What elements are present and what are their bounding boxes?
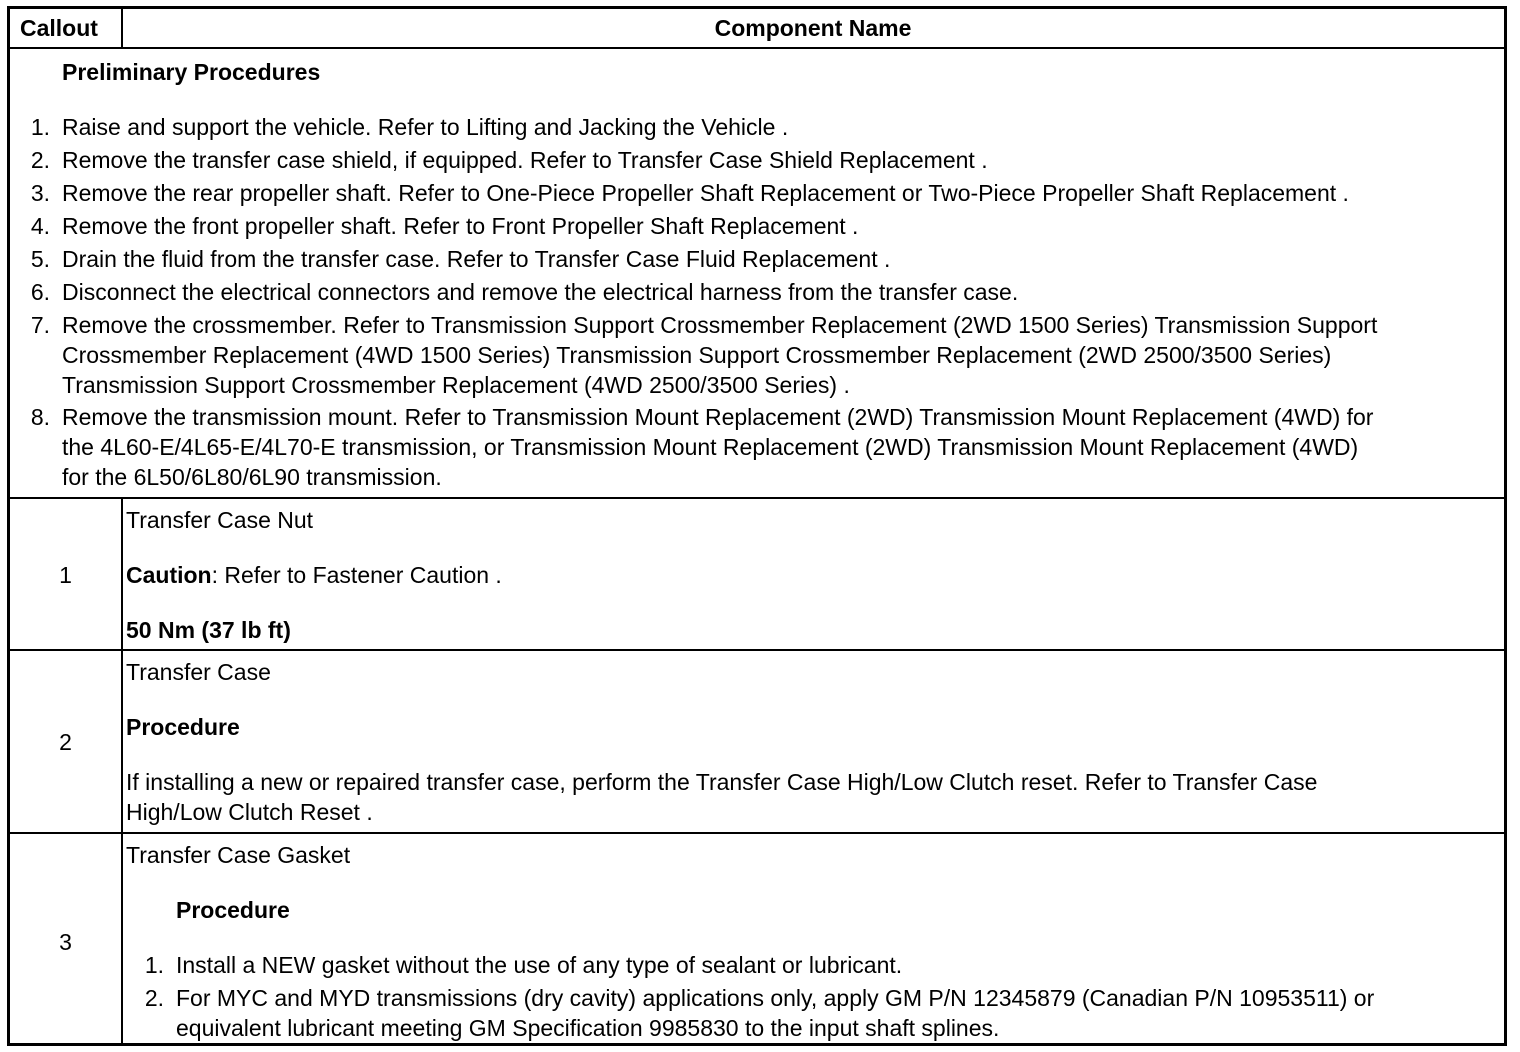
- step-text: for the 6L50/6L80/6L90 transmission.: [62, 464, 442, 490]
- step-number: 1.: [144, 952, 164, 978]
- step-number: 1.: [30, 114, 50, 140]
- step-number: 4.: [30, 213, 50, 239]
- table-row: [10, 651, 1504, 834]
- step-text: Crossmember Replacement (4WD 1500 Series) Transmission Support Crossmember Replacement (2WD 2500/3500 Series): [62, 342, 1332, 368]
- step-text: Drain the fluid from the transfer case. Refer to Transfer Case Fluid Replacement .: [62, 246, 891, 272]
- caution-note: [126, 560, 502, 590]
- procedure-text: If installing a new or repaired transfer case, perform the Transfer Case High/Low Clutch reset. Refer to Transfer Case: [126, 769, 1318, 795]
- step-text: Disconnect the electrical connectors and remove the electrical harness from the transfer case.: [62, 279, 1019, 305]
- step-text: Remove the transmission mount. Refer to Transmission Mount Replacement (2WD) Transmission Mount Replacement (4WD) for: [62, 404, 1374, 430]
- step-text: Remove the front propeller shaft. Refer to Front Propeller Shaft Replacement .: [62, 213, 859, 239]
- step-text: Remove the crossmember. Refer to Transmission Support Crossmember Replacement (2WD 1500 Series) Transmission Support: [62, 312, 1378, 338]
- callout-number: 3: [59, 929, 72, 955]
- procedure-label: Procedure: [126, 714, 240, 740]
- preliminary-procedures-row: [10, 49, 1504, 499]
- component-name: Transfer Case Nut: [126, 507, 314, 533]
- component-name: Transfer Case: [126, 659, 271, 685]
- step-text: the 4L60-E/4L65-E/4L70-E transmission, or Transmission Mount Replacement (2WD) Transmission Mount Replacement (4WD): [62, 434, 1359, 460]
- table-row: [10, 834, 1504, 1043]
- table-row: [10, 499, 1504, 651]
- torque-spec: 50 Nm (37 lb ft): [126, 617, 291, 643]
- callout-number: 2: [59, 729, 72, 755]
- procedure-table: [7, 6, 1507, 1046]
- procedure-text: High/Low Clutch Reset .: [126, 799, 373, 825]
- procedure-label: Procedure: [176, 897, 290, 923]
- step-number: 8.: [30, 404, 50, 430]
- component-name: Transfer Case Gasket: [126, 842, 351, 868]
- step-number: 2.: [30, 147, 50, 173]
- step-number: 7.: [30, 312, 50, 338]
- step-number: 3.: [30, 180, 50, 206]
- caution-label: Caution: [126, 562, 212, 588]
- callout-column-header: Callout: [20, 15, 98, 41]
- step-text: Transmission Support Crossmember Replacement (4WD 2500/3500 Series) .: [62, 372, 850, 398]
- step-text: Raise and support the vehicle. Refer to Lifting and Jacking the Vehicle .: [62, 114, 789, 140]
- step-number: 6.: [30, 279, 50, 305]
- callout-number: 1: [59, 562, 72, 588]
- step-number: 2.: [144, 985, 164, 1011]
- step-text: Install a NEW gasket without the use of any type of sealant or lubricant.: [176, 952, 903, 978]
- table-header-row: [10, 9, 1504, 49]
- step-number: 5.: [30, 246, 50, 272]
- step-text: For MYC and MYD transmissions (dry cavity) applications only, apply GM P/N 12345879 (Canadian P/N 10953511) or: [176, 985, 1375, 1011]
- step-text: Remove the rear propeller shaft. Refer to One-Piece Propeller Shaft Replacement or Two-Piece Propeller Shaft Replacement .: [62, 180, 1349, 206]
- preliminary-procedures-title: Preliminary Procedures: [62, 59, 321, 85]
- step-text: equivalent lubricant meeting GM Specification 9985830 to the input shaft splines.: [176, 1015, 1000, 1041]
- component-name-column-header: Component Name: [714, 15, 912, 41]
- caution-text: : Refer to Fastener Caution .: [211, 562, 502, 588]
- step-text: Remove the transfer case shield, if equipped. Refer to Transfer Case Shield Replacement .: [62, 147, 988, 173]
